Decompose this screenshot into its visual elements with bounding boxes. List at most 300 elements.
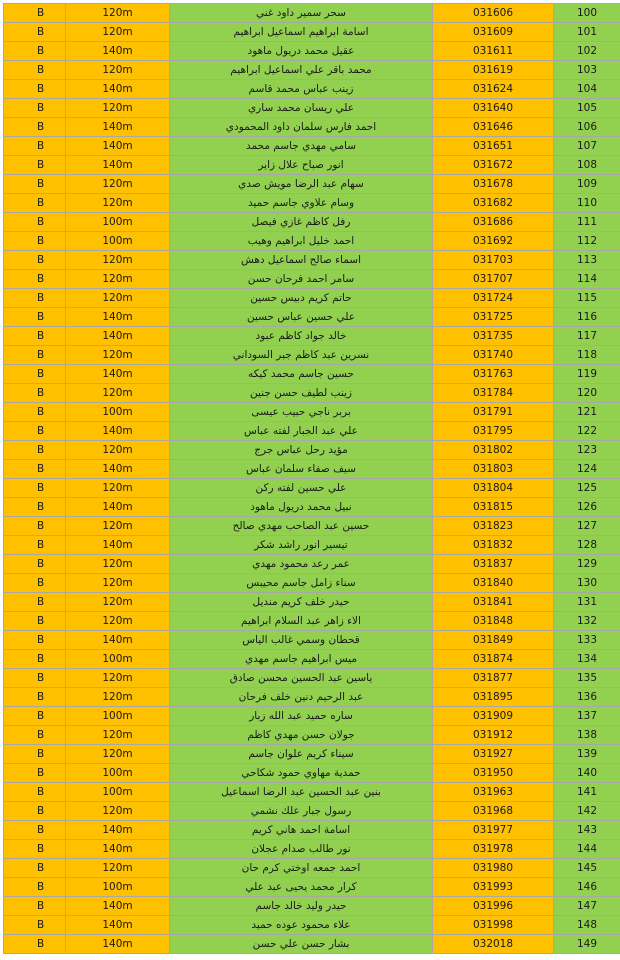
table-row — [4, 669, 620, 688]
table-row — [4, 916, 620, 935]
number-cell: 108 — [554, 156, 620, 175]
grade-cell: B — [4, 289, 66, 308]
table-row — [4, 270, 620, 289]
results-table — [3, 3, 620, 954]
name-cell: علي حسين عباس حسين — [170, 308, 433, 327]
grade-cell: B — [4, 593, 66, 612]
name-cell: تيسير انور راشد شكر — [170, 536, 433, 555]
number-cell: 115 — [554, 289, 620, 308]
number-cell: 109 — [554, 175, 620, 194]
name-cell: محمد باقر علي اسماعيل ابراهيم — [170, 61, 433, 80]
grade-cell: B — [4, 156, 66, 175]
table-row — [4, 61, 620, 80]
table-row — [4, 422, 620, 441]
size-cell: 120m — [66, 669, 170, 688]
name-cell: جولان حسن مهدي كاظم — [170, 726, 433, 745]
name-cell: نبيل محمد دريول ماهود — [170, 498, 433, 517]
table-row — [4, 23, 620, 42]
size-cell: 120m — [66, 726, 170, 745]
code-cell: 031740 — [433, 346, 554, 365]
table-row — [4, 726, 620, 745]
code-cell: 031909 — [433, 707, 554, 726]
grade-cell: B — [4, 42, 66, 61]
code-cell: 031823 — [433, 517, 554, 536]
grade-cell: B — [4, 327, 66, 346]
size-cell: 120m — [66, 61, 170, 80]
grade-cell: B — [4, 821, 66, 840]
code-cell: 031963 — [433, 783, 554, 802]
number-cell: 104 — [554, 80, 620, 99]
size-cell: 120m — [66, 194, 170, 213]
results-table-container — [3, 3, 616, 954]
table-row — [4, 251, 620, 270]
size-cell: 120m — [66, 745, 170, 764]
grade-cell: B — [4, 574, 66, 593]
number-cell: 125 — [554, 479, 620, 498]
name-cell: سهام عبد الرضا مويش صدي — [170, 175, 433, 194]
name-cell: ياسين عبد الحسين محسن صادق — [170, 669, 433, 688]
number-cell: 111 — [554, 213, 620, 232]
name-cell: حمدية مهاوي حمود شكاحي — [170, 764, 433, 783]
grade-cell: B — [4, 479, 66, 498]
name-cell: سيناء كريم علوان جاسم — [170, 745, 433, 764]
name-cell: بنين عبد الحسين عبد الرضا اسماعيل — [170, 783, 433, 802]
code-cell: 031815 — [433, 498, 554, 517]
grade-cell: B — [4, 745, 66, 764]
code-cell: 031874 — [433, 650, 554, 669]
name-cell: حيدر خلف كريم منديل — [170, 593, 433, 612]
name-cell: زينب عباس محمد قاسم — [170, 80, 433, 99]
table-row — [4, 707, 620, 726]
grade-cell: B — [4, 403, 66, 422]
grade-cell: B — [4, 460, 66, 479]
number-cell: 105 — [554, 99, 620, 118]
code-cell: 031724 — [433, 289, 554, 308]
name-cell: قحطان وسمي غالب الياس — [170, 631, 433, 650]
size-cell: 100m — [66, 878, 170, 897]
size-cell: 140m — [66, 80, 170, 99]
number-cell: 106 — [554, 118, 620, 137]
table-row — [4, 156, 620, 175]
grade-cell: B — [4, 80, 66, 99]
number-cell: 134 — [554, 650, 620, 669]
number-cell: 121 — [554, 403, 620, 422]
table-row — [4, 175, 620, 194]
grade-cell: B — [4, 194, 66, 213]
size-cell: 100m — [66, 232, 170, 251]
size-cell: 140m — [66, 156, 170, 175]
name-cell: اسامة ابراهيم اسماعيل ابراهيم — [170, 23, 433, 42]
code-cell: 031998 — [433, 916, 554, 935]
size-cell: 140m — [66, 327, 170, 346]
name-cell: سامر احمد فرحان حسن — [170, 270, 433, 289]
number-cell: 129 — [554, 555, 620, 574]
grade-cell: B — [4, 669, 66, 688]
code-cell: 031837 — [433, 555, 554, 574]
name-cell: احمد خليل ابراهيم وهيب — [170, 232, 433, 251]
table-row — [4, 593, 620, 612]
grade-cell: B — [4, 384, 66, 403]
name-cell: علي حسين لفته ركن — [170, 479, 433, 498]
grade-cell: B — [4, 308, 66, 327]
size-cell: 120m — [66, 859, 170, 878]
number-cell: 145 — [554, 859, 620, 878]
grade-cell: B — [4, 270, 66, 289]
number-cell: 130 — [554, 574, 620, 593]
code-cell: 031678 — [433, 175, 554, 194]
table-row — [4, 821, 620, 840]
table-row — [4, 289, 620, 308]
grade-cell: B — [4, 4, 66, 23]
table-row — [4, 840, 620, 859]
number-cell: 112 — [554, 232, 620, 251]
grade-cell: B — [4, 99, 66, 118]
code-cell: 031841 — [433, 593, 554, 612]
number-cell: 124 — [554, 460, 620, 479]
grade-cell: B — [4, 137, 66, 156]
grade-cell: B — [4, 878, 66, 897]
size-cell: 120m — [66, 251, 170, 270]
table-row — [4, 308, 620, 327]
size-cell: 140m — [66, 897, 170, 916]
table-row — [4, 479, 620, 498]
size-cell: 100m — [66, 707, 170, 726]
grade-cell: B — [4, 213, 66, 232]
grade-cell: B — [4, 897, 66, 916]
table-row — [4, 555, 620, 574]
number-cell: 101 — [554, 23, 620, 42]
number-cell: 138 — [554, 726, 620, 745]
size-cell: 120m — [66, 555, 170, 574]
name-cell: ساره حميد عبد الله زبار — [170, 707, 433, 726]
code-cell: 031682 — [433, 194, 554, 213]
table-row — [4, 574, 620, 593]
grade-cell: B — [4, 555, 66, 574]
number-cell: 107 — [554, 137, 620, 156]
code-cell: 031832 — [433, 536, 554, 555]
name-cell: احمد جمعه اوختي كرم حان — [170, 859, 433, 878]
table-row — [4, 802, 620, 821]
code-cell: 031977 — [433, 821, 554, 840]
grade-cell: B — [4, 764, 66, 783]
name-cell: كرار محمد يحيى عبد علي — [170, 878, 433, 897]
table-row — [4, 536, 620, 555]
number-cell: 144 — [554, 840, 620, 859]
name-cell: سيف صفاء سلمان عباس — [170, 460, 433, 479]
code-cell: 031672 — [433, 156, 554, 175]
number-cell: 142 — [554, 802, 620, 821]
size-cell: 140m — [66, 916, 170, 935]
number-cell: 139 — [554, 745, 620, 764]
table-row — [4, 878, 620, 897]
code-cell: 031791 — [433, 403, 554, 422]
number-cell: 135 — [554, 669, 620, 688]
number-cell: 119 — [554, 365, 620, 384]
size-cell: 120m — [66, 175, 170, 194]
table-row — [4, 650, 620, 669]
code-cell: 031606 — [433, 4, 554, 23]
code-cell: 031609 — [433, 23, 554, 42]
name-cell: نسرين عبد كاظم جبر السوداني — [170, 346, 433, 365]
code-cell: 031840 — [433, 574, 554, 593]
code-cell: 031707 — [433, 270, 554, 289]
number-cell: 149 — [554, 935, 620, 954]
grade-cell: B — [4, 365, 66, 384]
size-cell: 140m — [66, 498, 170, 517]
size-cell: 140m — [66, 821, 170, 840]
number-cell: 117 — [554, 327, 620, 346]
name-cell: اسماء صالح اسماعيل دهش — [170, 251, 433, 270]
size-cell: 120m — [66, 593, 170, 612]
grade-cell: B — [4, 346, 66, 365]
size-cell: 140m — [66, 365, 170, 384]
grade-cell: B — [4, 232, 66, 251]
table-row — [4, 517, 620, 536]
number-cell: 137 — [554, 707, 620, 726]
number-cell: 140 — [554, 764, 620, 783]
name-cell: عبد الرحيم دنين خلف فرحان — [170, 688, 433, 707]
number-cell: 123 — [554, 441, 620, 460]
table-row — [4, 441, 620, 460]
code-cell: 031993 — [433, 878, 554, 897]
table-row — [4, 783, 620, 802]
table-row — [4, 745, 620, 764]
table-row — [4, 403, 620, 422]
code-cell: 031763 — [433, 365, 554, 384]
grade-cell: B — [4, 935, 66, 954]
number-cell: 143 — [554, 821, 620, 840]
number-cell: 146 — [554, 878, 620, 897]
name-cell: اسامة احمد هاني كريم — [170, 821, 433, 840]
table-row — [4, 232, 620, 251]
table-row — [4, 688, 620, 707]
number-cell: 116 — [554, 308, 620, 327]
table-row — [4, 384, 620, 403]
name-cell: انور صباح علال زاير — [170, 156, 433, 175]
name-cell: علي عبد الجبار لفته عباس — [170, 422, 433, 441]
grade-cell: B — [4, 859, 66, 878]
number-cell: 132 — [554, 612, 620, 631]
number-cell: 147 — [554, 897, 620, 916]
code-cell: 031877 — [433, 669, 554, 688]
name-cell: بشار حسن علي حسن — [170, 935, 433, 954]
size-cell: 120m — [66, 612, 170, 631]
code-cell: 031611 — [433, 42, 554, 61]
number-cell: 126 — [554, 498, 620, 517]
grade-cell: B — [4, 612, 66, 631]
code-cell: 031968 — [433, 802, 554, 821]
table-row — [4, 859, 620, 878]
table-row — [4, 4, 620, 23]
code-cell: 031640 — [433, 99, 554, 118]
code-cell: 031646 — [433, 118, 554, 137]
grade-cell: B — [4, 517, 66, 536]
name-cell: مؤيد رحل عباس جرج — [170, 441, 433, 460]
name-cell: حاتم كريم دبيس حسين — [170, 289, 433, 308]
table-row — [4, 612, 620, 631]
number-cell: 122 — [554, 422, 620, 441]
table-row — [4, 346, 620, 365]
size-cell: 120m — [66, 289, 170, 308]
name-cell: ميس ابراهيم جاسم مهدي — [170, 650, 433, 669]
table-row — [4, 327, 620, 346]
table-row — [4, 194, 620, 213]
name-cell: سناء زامل جاسم محيبس — [170, 574, 433, 593]
grade-cell: B — [4, 61, 66, 80]
table-row — [4, 118, 620, 137]
grade-cell: B — [4, 441, 66, 460]
table-row — [4, 764, 620, 783]
number-cell: 131 — [554, 593, 620, 612]
number-cell: 148 — [554, 916, 620, 935]
number-cell: 114 — [554, 270, 620, 289]
code-cell: 031703 — [433, 251, 554, 270]
grade-cell: B — [4, 498, 66, 517]
number-cell: 136 — [554, 688, 620, 707]
grade-cell: B — [4, 688, 66, 707]
name-cell: حسين جاسم محمد كيكه — [170, 365, 433, 384]
size-cell: 140m — [66, 935, 170, 954]
table-row — [4, 498, 620, 517]
table-row — [4, 897, 620, 916]
name-cell: حسين عبد الصاحب مهدي صالح — [170, 517, 433, 536]
grade-cell: B — [4, 422, 66, 441]
name-cell: الاء زاهر عبد السلام ابراهيم — [170, 612, 433, 631]
grade-cell: B — [4, 707, 66, 726]
code-cell: 031849 — [433, 631, 554, 650]
name-cell: خالد جواد كاظم عبود — [170, 327, 433, 346]
size-cell: 120m — [66, 346, 170, 365]
code-cell: 031927 — [433, 745, 554, 764]
code-cell: 031784 — [433, 384, 554, 403]
grade-cell: B — [4, 118, 66, 137]
code-cell: 031980 — [433, 859, 554, 878]
number-cell: 110 — [554, 194, 620, 213]
code-cell: 031624 — [433, 80, 554, 99]
grade-cell: B — [4, 783, 66, 802]
size-cell: 120m — [66, 479, 170, 498]
code-cell: 031950 — [433, 764, 554, 783]
grade-cell: B — [4, 251, 66, 270]
grade-cell: B — [4, 631, 66, 650]
code-cell: 031848 — [433, 612, 554, 631]
size-cell: 140m — [66, 42, 170, 61]
table-row — [4, 137, 620, 156]
grade-cell: B — [4, 536, 66, 555]
table-row — [4, 99, 620, 118]
size-cell: 140m — [66, 631, 170, 650]
name-cell: زينب لطيف حسن جنين — [170, 384, 433, 403]
code-cell: 031895 — [433, 688, 554, 707]
table-row — [4, 631, 620, 650]
number-cell: 118 — [554, 346, 620, 365]
number-cell: 120 — [554, 384, 620, 403]
size-cell: 100m — [66, 213, 170, 232]
code-cell: 032018 — [433, 935, 554, 954]
name-cell: سامي مهدي جاسم محمد — [170, 137, 433, 156]
name-cell: حيدر وليد خالد جاسم — [170, 897, 433, 916]
grade-cell: B — [4, 650, 66, 669]
table-row — [4, 42, 620, 61]
code-cell: 031692 — [433, 232, 554, 251]
code-cell: 031978 — [433, 840, 554, 859]
grade-cell: B — [4, 802, 66, 821]
code-cell: 031735 — [433, 327, 554, 346]
number-cell: 141 — [554, 783, 620, 802]
number-cell: 133 — [554, 631, 620, 650]
size-cell: 140m — [66, 422, 170, 441]
number-cell: 127 — [554, 517, 620, 536]
size-cell: 120m — [66, 23, 170, 42]
code-cell: 031912 — [433, 726, 554, 745]
code-cell: 031686 — [433, 213, 554, 232]
size-cell: 120m — [66, 517, 170, 536]
size-cell: 120m — [66, 99, 170, 118]
code-cell: 031795 — [433, 422, 554, 441]
size-cell: 120m — [66, 384, 170, 403]
size-cell: 120m — [66, 802, 170, 821]
size-cell: 140m — [66, 536, 170, 555]
number-cell: 100 — [554, 4, 620, 23]
size-cell: 140m — [66, 460, 170, 479]
number-cell: 128 — [554, 536, 620, 555]
grade-cell: B — [4, 840, 66, 859]
number-cell: 102 — [554, 42, 620, 61]
table-row — [4, 80, 620, 99]
name-cell: عقيل محمد دريول ماهود — [170, 42, 433, 61]
table-row — [4, 460, 620, 479]
number-cell: 103 — [554, 61, 620, 80]
code-cell: 031996 — [433, 897, 554, 916]
table-row — [4, 935, 620, 954]
grade-cell: B — [4, 726, 66, 745]
table-row — [4, 213, 620, 232]
name-cell: رسول جبار علك نشمي — [170, 802, 433, 821]
name-cell: بربر ناجي حبيب عيسى — [170, 403, 433, 422]
size-cell: 140m — [66, 137, 170, 156]
number-cell: 113 — [554, 251, 620, 270]
size-cell: 120m — [66, 270, 170, 289]
name-cell: رفل كاظم غازي فيصل — [170, 213, 433, 232]
grade-cell: B — [4, 23, 66, 42]
size-cell: 120m — [66, 441, 170, 460]
size-cell: 100m — [66, 650, 170, 669]
size-cell: 120m — [66, 4, 170, 23]
size-cell: 100m — [66, 403, 170, 422]
name-cell: وسام علاوي جاسم حميد — [170, 194, 433, 213]
size-cell: 140m — [66, 840, 170, 859]
size-cell: 140m — [66, 308, 170, 327]
size-cell: 120m — [66, 688, 170, 707]
name-cell: علي ريسان محمد ساري — [170, 99, 433, 118]
code-cell: 031725 — [433, 308, 554, 327]
name-cell: علاء محمود عوده حميد — [170, 916, 433, 935]
table-body — [4, 4, 620, 954]
name-cell: نور طالب صدام عجلان — [170, 840, 433, 859]
table-row — [4, 365, 620, 384]
size-cell: 120m — [66, 574, 170, 593]
size-cell: 100m — [66, 764, 170, 783]
size-cell: 140m — [66, 118, 170, 137]
code-cell: 031802 — [433, 441, 554, 460]
grade-cell: B — [4, 175, 66, 194]
name-cell: عمر رعد محمود مهدي — [170, 555, 433, 574]
code-cell: 031804 — [433, 479, 554, 498]
size-cell: 100m — [66, 783, 170, 802]
code-cell: 031619 — [433, 61, 554, 80]
name-cell: سحر سمير داود غني — [170, 4, 433, 23]
code-cell: 031803 — [433, 460, 554, 479]
